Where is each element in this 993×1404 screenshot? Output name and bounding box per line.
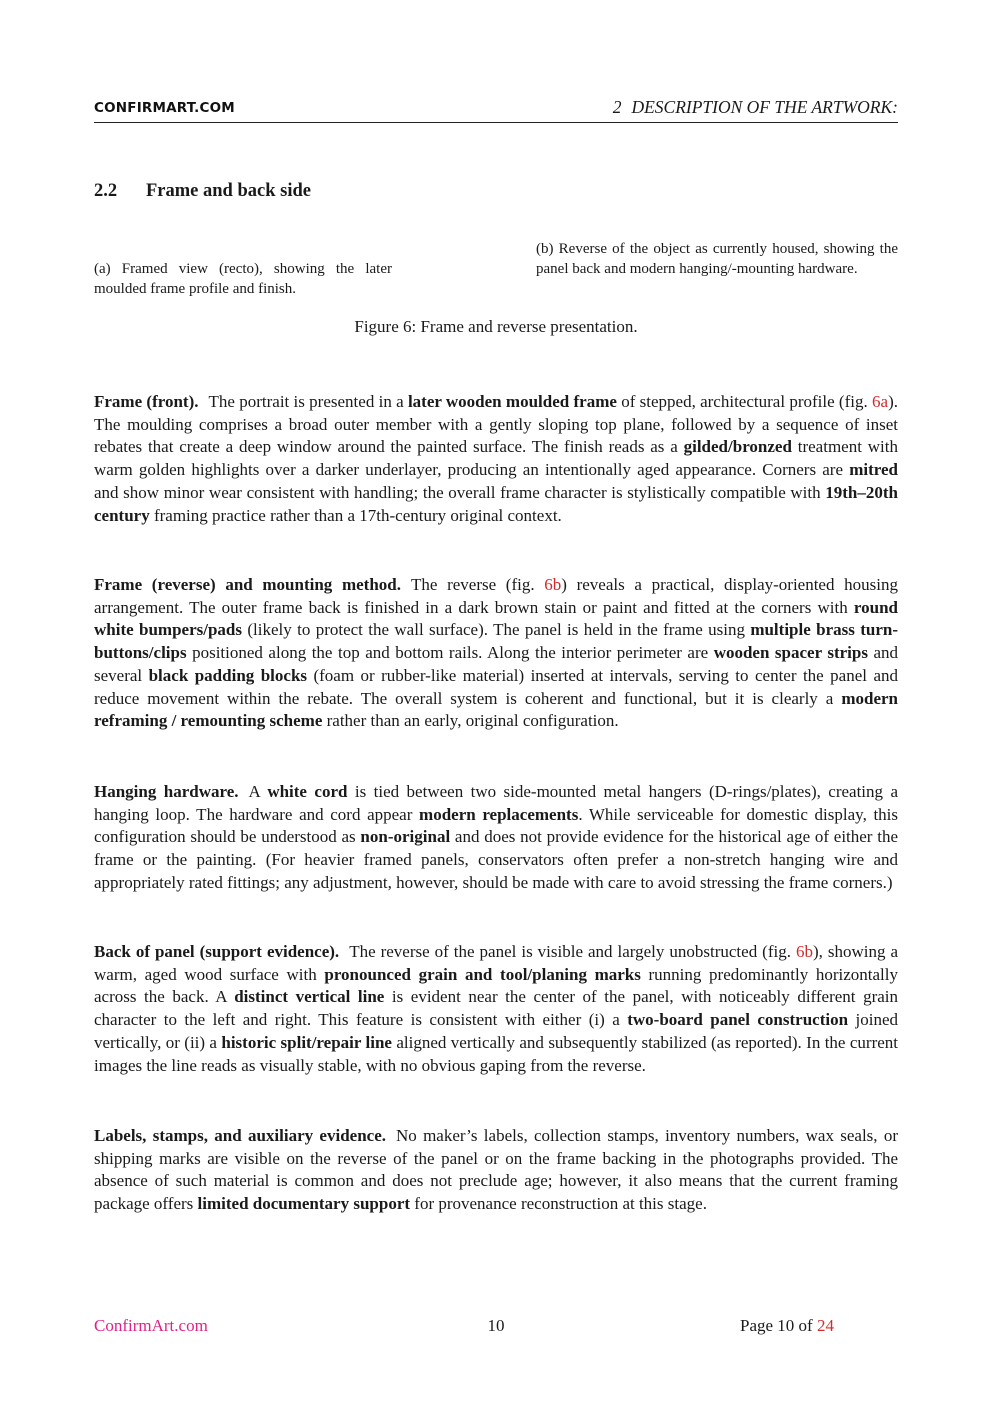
subfigure-caption-a: (a) Framed view (recto), showing the later moulded frame profile and finish. xyxy=(94,261,392,297)
footer-page-number: 10 xyxy=(487,1316,505,1335)
text: ), showing a warm, aged wood surface with xyxy=(94,942,899,984)
text: of stepped, architectural profile (fig. xyxy=(616,392,873,411)
bold-text: later wooden moulded frame xyxy=(407,392,617,411)
footer-total-pages-link[interactable]: 24 xyxy=(816,1316,834,1335)
paragraph-frame-front xyxy=(94,391,898,527)
section-title: Frame and back side xyxy=(146,181,311,201)
bold-text: black padding blocks xyxy=(148,665,308,685)
text: is tied between two side-mounted metal hangers (D-rings/plates), creating a hanging loop. The hardware and cord appear xyxy=(94,782,898,824)
bold-text: modern reframing / remounting scheme xyxy=(94,688,898,731)
paragraph-heading: Frame (reverse) and mounting method. xyxy=(94,575,401,594)
text: running predominantly horizontally across the back. A xyxy=(94,964,898,1007)
text: The portrait is presented in a xyxy=(208,392,408,411)
footer-site-link[interactable]: ConfirmArt.com xyxy=(94,1316,208,1335)
text: and show minor wear consistent with handling; the overall frame character is stylistically compatible with xyxy=(94,482,826,502)
paragraph-heading: Labels, stamps, and auxiliary evidence. xyxy=(94,1126,386,1145)
section-heading xyxy=(94,181,311,202)
subfigure-caption-b: (b) Reverse of the object as currently housed, showing the panel back and modern hanging/-mounting hardware. xyxy=(536,241,898,277)
text: is evident near the center of the panel, with noticeably different grain character to the left and right. This feature is consistent with either (i) a xyxy=(94,987,899,1030)
paragraph-labels-stamps xyxy=(94,1125,898,1216)
bold-text: white cord xyxy=(267,782,348,801)
text: framing practice rather than a 17th-century original context. xyxy=(149,505,562,525)
bold-text: modern replacements xyxy=(419,804,579,824)
bold-text: historic split/repair line xyxy=(221,1032,392,1052)
text: The reverse of the panel is visible and largely unobstructed (fig. xyxy=(349,942,796,961)
figure-reference-link[interactable]: 6b xyxy=(544,575,562,594)
header-section-title: DESCRIPTION OF THE ARTWORK: xyxy=(631,97,898,117)
bold-text: limited documentary support xyxy=(197,1194,411,1214)
footer-page-count xyxy=(740,1316,834,1336)
text: treatment with warm golden highlights over a darker underlayer, producing an intentionally aged appearance. Corners are xyxy=(94,437,898,480)
text: and several xyxy=(94,643,899,685)
bold-text: non-original xyxy=(360,827,451,847)
text: The reverse (fig. xyxy=(410,575,545,594)
section-number: 2.2 xyxy=(94,181,118,201)
site-logo: CONFIRMART.COM xyxy=(94,100,235,116)
bold-text: two-board panel construction xyxy=(627,1010,849,1030)
text: positioned along the top and bottom rails. Along the interior perimeter are xyxy=(186,643,714,663)
figure-caption: Figure 6: Frame and reverse presentation. xyxy=(354,317,638,336)
figure-reference-link[interactable]: 6a xyxy=(872,392,889,411)
text: No maker’s labels, collection stamps, inventory numbers, wax seals, or shipping marks are visible on the reverse of the panel or on the frame backing in the photographs provided. The absence of such material is common and does not preclude age; however, it also means that the current framing package offers xyxy=(94,1126,898,1214)
text: (likely to protect the wall surface). The panel is held in the frame using xyxy=(242,620,751,640)
paragraph-heading: Hanging hardware. xyxy=(94,782,239,801)
text: rather than an early, original configuration. xyxy=(322,711,619,731)
bold-text: round white bumpers/pads xyxy=(94,597,898,640)
paragraph-heading: Back of panel (support evidence). xyxy=(94,942,340,961)
figure-reference-link[interactable]: 6b xyxy=(795,942,813,961)
running-header xyxy=(94,96,898,123)
paragraph-hanging-hardware xyxy=(94,781,898,895)
bold-text: gilded/bronzed xyxy=(683,437,792,457)
paragraph-heading: Frame (front). xyxy=(94,392,199,411)
bold-text: pronounced grain and tool/planing marks xyxy=(324,964,641,984)
text: A xyxy=(248,782,268,801)
text: joined vertically, or (ii) a xyxy=(94,1010,898,1052)
footer-page-prefix: Page 10 of xyxy=(740,1316,817,1335)
paragraph-back-of-panel xyxy=(94,941,898,1077)
text: . While serviceable for domestic display, this configuration should be understood as xyxy=(94,804,898,847)
text: for provenance reconstruction at this stage. xyxy=(410,1194,707,1214)
bold-text: 19th–20th century xyxy=(94,482,898,525)
running-section-title xyxy=(613,97,898,118)
text: ) reveals a practical, display-oriented housing arrangement. The outer frame back is finished in a dark brown stain or paint and fitted at the corners with xyxy=(94,575,898,617)
header-section-number: 2 xyxy=(612,97,622,117)
text: (foam or rubber-like material) inserted at intervals, serving to center the panel and reduce movement within the rebate. The overall system is coherent and functional, but it is clearly a xyxy=(94,665,898,708)
bold-text: distinct vertical line xyxy=(234,987,385,1007)
text: ). The moulding comprises a broad outer member with a gently sloping top plane, followed by a sequence of inset rebates that create a deep window around the painted surface. The finish reads as a xyxy=(94,392,898,457)
paragraph-frame-reverse xyxy=(94,574,898,733)
bold-text: wooden spacer strips xyxy=(713,643,868,663)
bold-text: mitred xyxy=(849,460,898,480)
text: and does not provide evidence for the historical age of either the frame or the painting. (For heavier framed panels, conservators often prefer a non-stretch hanging wire and appropriately rated fittings; any adjustment, however, should be made with care to avoid stressing the frame corners.) xyxy=(94,827,898,892)
bold-text: multiple brass turn-buttons/clips xyxy=(94,620,898,663)
text: aligned vertically and subsequently stabilized (as reported). In the current images the line reads as visually stable, with no obvious gaping from the reverse. xyxy=(94,1032,899,1075)
